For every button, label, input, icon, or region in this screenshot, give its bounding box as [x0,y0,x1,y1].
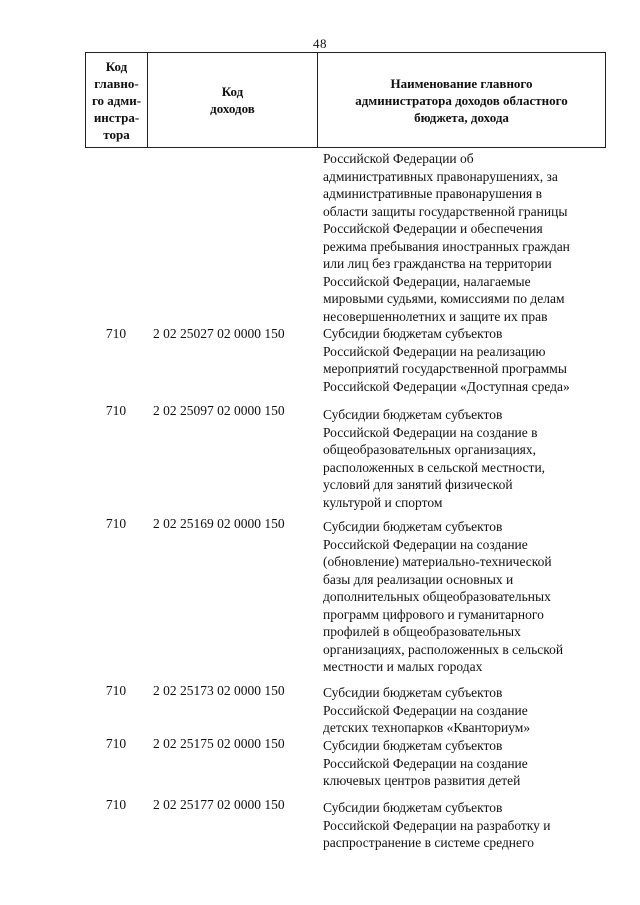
row-income-code: 2 02 25027 02 0000 150 [153,326,285,341]
row-name: Субсидии бюджетам субъектов Российской Федерации на создание ключевых центров развития детей [323,738,528,788]
row-admin-code: 710 [105,516,127,531]
table-header [85,52,606,148]
row-name: Субсидии бюджетам субъектов Российской Федерации на реализацию мероприятий государственной программы Российской Федерации «Доступная среда» [323,326,570,394]
row-admin-code: 710 [105,736,127,751]
header-income-code: Код доходов [148,53,318,147]
header-name: Наименование главного администратора доходов областного бюджета, дохода [355,75,568,125]
page-number: 48 [313,36,327,51]
row-name: Субсидии бюджетам субъектов Российской Федерации на создание в общеобразовательных организациях, расположенных в сельской местности, условий для занятий физической культурой и спортом [323,407,546,510]
row-income-code: 2 02 25177 02 0000 150 [153,797,285,812]
row-income-code: 2 02 25175 02 0000 150 [153,736,285,751]
row-name: Российской Федерации об административных правонарушениях, за административные правонарушения в области защиты государственной границы Российской Федерации и обеспечения режима пребывания иностранных граждан или лиц без гражданства на территории Российской Федерации, налагаемые мировыми судьями, комиссиями по делам несовершеннолетних и защите их прав [323,151,570,324]
row-admin-code: 710 [105,403,127,418]
row-name: Субсидии бюджетам субъектов Российской Федерации на разработку и распространение в системе среднего [323,800,551,850]
row-name: Субсидии бюджетам субъектов Российской Федерации на создание детских технопарков «Кванториум» [323,685,531,735]
row-admin-code: 710 [105,683,127,698]
row-admin-code: 710 [105,326,127,341]
header-admin-code: Код главно- го адми- инстра- тора [86,53,148,147]
row-admin-code: 710 [105,797,127,812]
row-name: Субсидии бюджетам субъектов Российской Федерации на создание (обновление) материально-технической базы для реализации основных и дополнительных общеобразовательных программ цифрового и гуманитарного профилей в общеобразовательных организациях, расположенных в сельской местности и малых городах [323,519,564,674]
row-income-code: 2 02 25169 02 0000 150 [153,516,285,531]
row-income-code: 2 02 25097 02 0000 150 [153,403,285,418]
row-income-code: 2 02 25173 02 0000 150 [153,683,285,698]
